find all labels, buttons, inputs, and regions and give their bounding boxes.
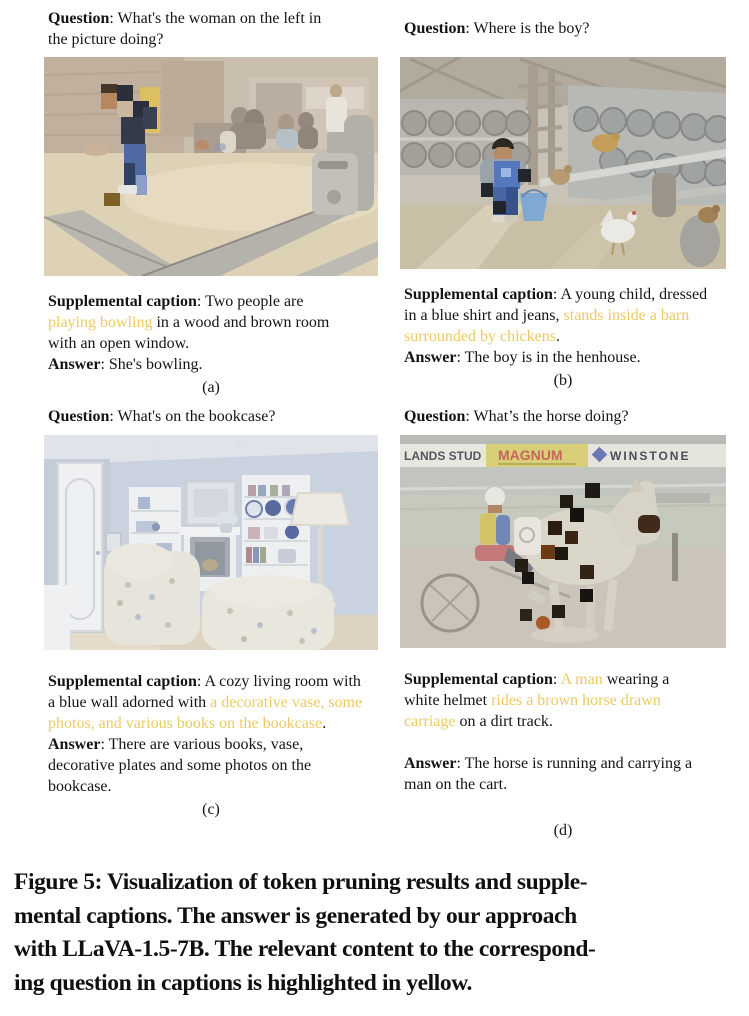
panel-d [400, 406, 726, 841]
panel-a [44, 8, 378, 398]
question-a-prefix: Question [48, 10, 110, 27]
answer-c [44, 734, 364, 797]
question-c-prefix: Question [48, 408, 110, 425]
supplemental-caption-d [400, 669, 708, 732]
question-b [400, 8, 726, 57]
banner-text-magnum: MAGNUM [498, 447, 563, 463]
answer-c-prefix: Answer [48, 736, 101, 753]
question-b-text: : Where is the boy? [465, 20, 590, 37]
answer-c-text: : There are various books, vase, decorative plates and some photos on the bookcase. [48, 736, 312, 795]
panel-c-label: (c) [202, 801, 220, 818]
supplemental-caption-a [44, 291, 332, 354]
question-c [44, 406, 378, 435]
panel-a-label: (a) [202, 379, 220, 396]
caption-b-prefix: Supplemental caption [404, 286, 553, 303]
answer-d-text: : The horse is running and carrying a man on the cart. [404, 755, 693, 793]
caption-d-prefix: Supplemental caption [404, 671, 553, 688]
panel-b-label: (b) [553, 372, 573, 389]
banner-text-winstone: WINSTONE [610, 449, 691, 463]
banner-text-lands-stud: LANDS STUD [404, 449, 482, 463]
answer-b [400, 347, 722, 368]
supplemental-caption-c [44, 671, 364, 734]
caption-c-text: : A cozy living room with a blue wall adorned with a decorative vase, some photos, and various books on the bookcase. [48, 673, 363, 732]
question-d-prefix: Question [404, 408, 466, 425]
pruned-image-a-bowling-alley [44, 57, 378, 276]
answer-a-text: : She's bowling. [100, 356, 203, 373]
caption-c-prefix: Supplemental caption [48, 673, 197, 690]
panel-c [44, 406, 378, 820]
pruned-image-b-henhouse [400, 57, 726, 269]
question-a-text: : What's the woman on the left in the picture doing? [48, 10, 322, 48]
caption-a-text: : Two people are playing bowling in a wood and brown room with an open window. [48, 293, 330, 352]
answer-d-prefix: Answer [404, 755, 457, 772]
caption-d-text: : A man wearing a white helmet rides a brown horse drawn carriage on a dirt track. [404, 671, 670, 730]
question-b-prefix: Question [404, 20, 466, 37]
supplemental-caption-b [400, 284, 722, 347]
question-c-text: : What's on the bookcase? [109, 408, 276, 425]
caption-b-text: : A young child, dressed in a blue shirt and jeans, stands inside a barn surrounded by chickens. [404, 286, 708, 345]
question-d-text: : What’s the horse doing? [465, 408, 629, 425]
answer-b-prefix: Answer [404, 349, 457, 366]
pruned-image-d-horse-race [400, 435, 726, 648]
answer-d [400, 753, 708, 795]
caption-a-prefix: Supplemental caption [48, 293, 197, 310]
answer-a [44, 354, 332, 375]
pruned-image-c-living-room [44, 435, 378, 650]
figure-caption-line: with LLaVA-1.5-7B. The relevant content to the correspond- [14, 936, 596, 962]
answer-a-prefix: Answer [48, 356, 101, 373]
question-d [400, 406, 726, 435]
answer-b-text: : The boy is in the henhouse. [456, 349, 641, 366]
figure-caption-line: mental captions. The answer is generated by our approach [14, 902, 577, 929]
panel-b [400, 8, 726, 391]
figure-caption [14, 866, 749, 1000]
figure-caption-line: Figure 5: Visualization of token pruning results and supple- [14, 869, 588, 895]
panel-d-label: (d) [553, 822, 573, 839]
question-a [44, 8, 344, 57]
figure-caption-line: ing question in captions is highlighted in yellow. [14, 969, 472, 996]
